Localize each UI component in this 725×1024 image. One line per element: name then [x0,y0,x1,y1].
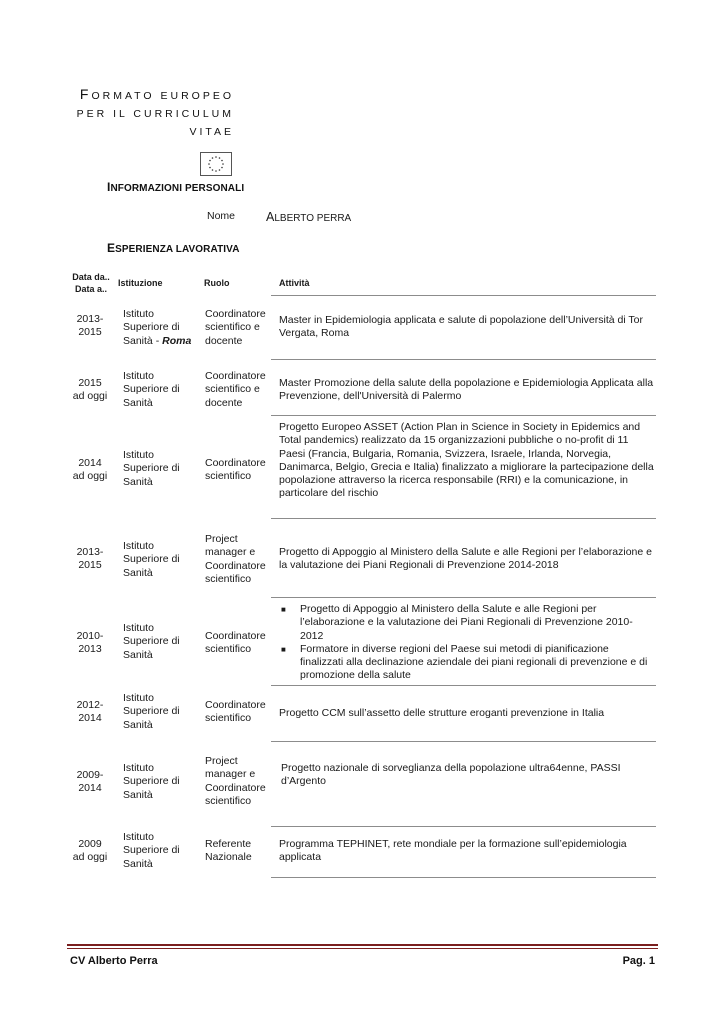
eu-flag-icon [200,152,232,176]
row-date: 2013- 2015 [76,313,104,339]
row-rule [271,826,656,827]
row-institution: Istituto Superiore di Sanità [123,449,180,488]
institution-city: Roma [162,334,192,347]
title-rest: ORMATO EUROPEO [91,90,234,102]
cv-title-line-2: PER IL CURRICULUM [76,108,234,120]
row-rule [271,597,656,598]
row-institution: Istituto Superiore di Sanità [123,762,180,801]
name-rest: LBERTO PERRA [274,213,352,224]
name-value [266,210,351,224]
institution-name: Istituto Superiore di Sanità - [123,308,180,347]
list-item [279,603,654,643]
footer-author: CV Alberto Perra [70,955,158,967]
row-rule [271,359,656,360]
square-bullet-icon: ■ [281,605,286,614]
row-role: Project manager e Coordinatore scientifico [205,533,266,585]
row-activity: Master Promozione della salute della popolazione e Epidemiologia Applicata alla Prevenzione, dell'Università di Palermo [279,377,654,403]
date-header-line-1: Data da.. [72,272,110,282]
eu-stars-icon [201,153,231,175]
row-activity: Progetto CCM sull’assetto delle strutture eroganti prevenzione in Italia [279,707,605,719]
row-institution: Istituto Superiore di Sanità [123,540,180,579]
row-role: Referente Nazionale [205,838,252,864]
column-header-date [68,271,114,295]
personal-info-heading [107,180,244,194]
row-rule [271,741,656,742]
activity-bullet-list [279,603,654,683]
row-date: 2010- 2013 [76,630,104,656]
column-header-institution: Istituzione [118,278,163,288]
cv-title-line-1 [80,86,234,102]
name-initial: A [266,210,275,224]
heading-rest: NFORMAZIONI PERSONALI [110,183,245,194]
square-bullet-icon: ■ [281,644,286,654]
heading-initial: I [107,180,111,194]
row-date: 2009- 2014 [76,769,104,795]
column-header-activity: Attività [279,278,310,288]
header-rule [271,295,656,296]
row-role: Coordinatore scientifico e docente [205,308,266,347]
row-activity: Programma TEPHINET, rete mondiale per la formazione sull’epidemiologia applicata [279,838,627,864]
footer-page-number: Pag. 1 [622,955,655,967]
row-institution: Istituto Superiore di Sanità [123,370,180,409]
row-role: Coordinatore scientifico e docente [205,370,266,409]
row-rule [271,877,656,878]
row-rule [271,685,656,686]
row-rule [271,415,656,416]
row-role: Coordinatore scientifico [205,630,266,656]
bullet-text: Progetto di Appoggio al Ministero della Salute e alle Regioni per l’elaborazione e la valutazione dei Piani Regionali di Prevenzione 2010-2012 [300,603,633,642]
row-date: 2009 ad oggi [72,838,108,864]
row-institution: Istituto Superiore di Sanità [123,831,180,870]
row-institution [123,308,195,348]
row-rule [271,518,656,519]
row-activity: Progetto nazionale di sorveglianza della popolazione ultra64enne, PASSI d’Argento [281,762,621,788]
name-label: Nome [207,210,236,222]
row-role: Coordinatore scientifico [205,699,266,725]
row-role: Project manager e Coordinatore scientifico [205,755,266,807]
title-initial: F [79,86,92,102]
row-activity: Progetto di Appoggio al Ministero della Salute e alle Regioni per l’elaborazione e la valutazione dei Piani Regionali di Prevenzione 2014-2018 [279,546,652,572]
column-header-role: Ruolo [204,278,230,288]
cv-title-line-3: VITAE [189,126,234,138]
row-institution: Istituto Superiore di Sanità [123,692,180,731]
date-header-line-2: Data a.. [74,284,107,294]
bullet-text: Formatore in diverse regioni del Paese sui metodi di pianificazione finalizzati alla declinazione aziendale dei piani regionali di prevenzione e di promozione della salute [300,642,648,682]
row-role: Coordinatore scientifico [205,457,266,483]
experience-heading [107,241,240,255]
row-date: 2014 ad oggi [72,457,108,483]
heading-initial: E [107,241,116,255]
row-date: 2013- 2015 [76,546,104,572]
row-date: 2015 ad oggi [72,377,108,403]
row-activity [279,603,654,683]
row-institution: Istituto Superiore di Sanità [123,622,180,661]
row-activity: Progetto Europeo ASSET (Action Plan in Science in Society in Epidemics and Total pandemics) realizzato da 15 organizzazioni pubbliche o no-profit di 11 Paesi (Francia, Bulgaria, Romania, Svizzera, Israele, Irlanda, Norvegia, Danimarca, Belgio, Grecia e Italia) finalizzato a migliorare la partecipazione della popolazione attraverso la ricerca responsabile (RRI) e la comunicazione, in particolare del rischio [279,421,654,500]
row-date: 2012- 2014 [76,699,104,725]
footer-rule-thin [67,948,658,949]
footer-rule-thick [67,944,658,946]
heading-rest: SPERIENZA LAVORATIVA [115,244,240,255]
row-activity: Master in Epidemiologia applicata e salute di popolazione dell’Università di Tor Vergata, Roma [279,314,644,340]
list-item [279,643,654,683]
